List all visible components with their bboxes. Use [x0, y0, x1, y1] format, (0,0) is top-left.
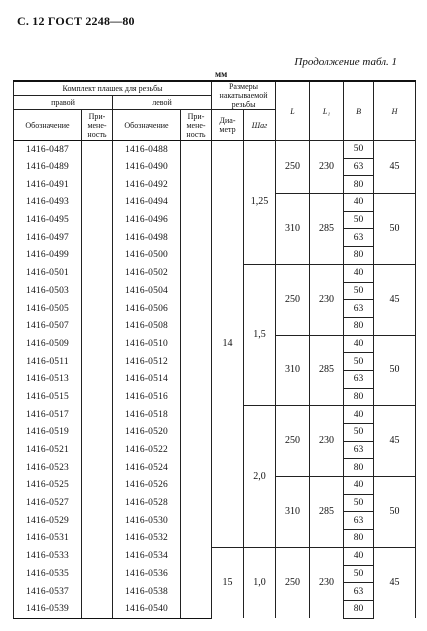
right-applicability-cell — [82, 194, 113, 212]
B-cell: 50 — [344, 211, 374, 229]
H-cell: 45 — [374, 406, 416, 477]
left-applicability-cell — [181, 530, 212, 548]
L1-cell: 285 — [310, 477, 344, 548]
right-designation-cell: 1416-0507 — [14, 317, 82, 335]
H-cell: 45 — [374, 547, 416, 618]
right-applicability-cell — [82, 600, 113, 618]
right-designation-cell: 1416-0537 — [14, 583, 82, 601]
L-header: L — [276, 81, 310, 141]
pitch-cell: 1,0 — [244, 547, 276, 618]
right-designation-cell: 1416-0495 — [14, 211, 82, 229]
right-applicability-cell — [82, 317, 113, 335]
table-continuation-label: Продолжение табл. 1 — [294, 56, 397, 68]
left-designation-cell: 1416-0506 — [113, 300, 181, 318]
left-designation-cell: 1416-0490 — [113, 158, 181, 176]
B-cell: 80 — [344, 317, 374, 335]
H-cell: 45 — [374, 264, 416, 335]
right-designation-cell: 1416-0499 — [14, 247, 82, 265]
right-applicability-cell — [82, 176, 113, 194]
right-applicability-cell — [82, 441, 113, 459]
left-designation-cell: 1416-0500 — [113, 247, 181, 265]
L-cell: 310 — [276, 477, 310, 548]
L-cell: 250 — [276, 264, 310, 335]
left-designation-cell: 1416-0488 — [113, 141, 181, 159]
left-designation-cell: 1416-0512 — [113, 353, 181, 371]
pitch-cell: 2,0 — [244, 406, 276, 548]
left-designation-cell: 1416-0536 — [113, 565, 181, 583]
table-row — [14, 547, 416, 565]
left-applicability-cell — [181, 547, 212, 565]
left-applicability-cell — [181, 247, 212, 265]
L1-cell: 285 — [310, 335, 344, 406]
right-designation-cell: 1416-0521 — [14, 441, 82, 459]
right-designation-cell: 1416-0497 — [14, 229, 82, 247]
B-cell: 50 — [344, 565, 374, 583]
B-cell: 40 — [344, 477, 374, 495]
left-applicability-cell — [181, 335, 212, 353]
left-designation-cell: 1416-0526 — [113, 477, 181, 495]
right-designation-cell: 1416-0509 — [14, 335, 82, 353]
left-designation-cell: 1416-0528 — [113, 494, 181, 512]
H-header: H — [374, 81, 416, 141]
applicability-header-left: При-мене-ность — [181, 110, 212, 141]
right-designation-cell: 1416-0519 — [14, 424, 82, 442]
L-cell: 250 — [276, 547, 310, 618]
right-designation-cell: 1416-0505 — [14, 300, 82, 318]
B-cell: 63 — [344, 512, 374, 530]
left-applicability-cell — [181, 317, 212, 335]
left-designation-cell: 1416-0502 — [113, 264, 181, 282]
L1-cell: 230 — [310, 547, 344, 618]
left-designation-cell: 1416-0504 — [113, 282, 181, 300]
right-applicability-cell — [82, 247, 113, 265]
left-designation-cell: 1416-0532 — [113, 530, 181, 548]
B-cell: 80 — [344, 247, 374, 265]
left-designation-cell: 1416-0496 — [113, 211, 181, 229]
left-designation-cell: 1416-0534 — [113, 547, 181, 565]
right-designation-cell: 1416-0531 — [14, 530, 82, 548]
H-cell: 45 — [374, 141, 416, 194]
left-designation-cell: 1416-0508 — [113, 317, 181, 335]
right-applicability-cell — [82, 264, 113, 282]
B-cell: 40 — [344, 406, 374, 424]
page-header: С. 12 ГОСТ 2248—80 — [17, 14, 135, 28]
left-designation-cell: 1416-0514 — [113, 370, 181, 388]
right-applicability-cell — [82, 547, 113, 565]
L-cell: 250 — [276, 141, 310, 194]
B-cell: 40 — [344, 194, 374, 212]
left-applicability-cell — [181, 388, 212, 406]
B-header: B — [344, 81, 374, 141]
L-cell: 310 — [276, 335, 310, 406]
right-applicability-cell — [82, 494, 113, 512]
B-cell: 40 — [344, 335, 374, 353]
left-applicability-cell — [181, 141, 212, 159]
right-applicability-cell — [82, 583, 113, 601]
left-applicability-cell — [181, 424, 212, 442]
diameter-cell: 14 — [212, 141, 244, 548]
left-applicability-cell — [181, 406, 212, 424]
right-applicability-cell — [82, 353, 113, 371]
left-applicability-cell — [181, 264, 212, 282]
right-thread-header: правой — [14, 96, 113, 110]
right-applicability-cell — [82, 424, 113, 442]
B-cell: 63 — [344, 300, 374, 318]
left-applicability-cell — [181, 194, 212, 212]
left-designation-cell: 1416-0538 — [113, 583, 181, 601]
right-applicability-cell — [82, 477, 113, 495]
B-cell: 40 — [344, 547, 374, 565]
left-applicability-cell — [181, 158, 212, 176]
designation-header-right: Обозначение — [14, 110, 82, 141]
right-applicability-cell — [82, 370, 113, 388]
right-designation-cell: 1416-0503 — [14, 282, 82, 300]
B-cell: 63 — [344, 441, 374, 459]
pitch-cell: 1,25 — [244, 141, 276, 265]
left-designation-cell: 1416-0524 — [113, 459, 181, 477]
diameter-header: Диа-метр — [212, 110, 244, 141]
right-designation-cell: 1416-0489 — [14, 158, 82, 176]
right-applicability-cell — [82, 530, 113, 548]
die-sets-table — [13, 80, 416, 619]
left-thread-header: левой — [113, 96, 212, 110]
B-cell: 63 — [344, 583, 374, 601]
right-designation-cell: 1416-0523 — [14, 459, 82, 477]
left-designation-cell: 1416-0520 — [113, 424, 181, 442]
left-applicability-cell — [181, 494, 212, 512]
table-row — [14, 141, 416, 159]
B-cell: 40 — [344, 264, 374, 282]
L1-header: L₁ — [310, 81, 344, 141]
left-designation-cell: 1416-0540 — [113, 600, 181, 618]
L-cell: 310 — [276, 194, 310, 265]
B-cell: 80 — [344, 600, 374, 618]
kit-header: Комплект плашек для резьбы — [14, 81, 212, 96]
right-applicability-cell — [82, 141, 113, 159]
left-applicability-cell — [181, 459, 212, 477]
L1-cell: 285 — [310, 194, 344, 265]
left-applicability-cell — [181, 583, 212, 601]
left-applicability-cell — [181, 229, 212, 247]
right-applicability-cell — [82, 335, 113, 353]
right-applicability-cell — [82, 512, 113, 530]
left-applicability-cell — [181, 282, 212, 300]
B-cell: 50 — [344, 494, 374, 512]
left-applicability-cell — [181, 370, 212, 388]
left-applicability-cell — [181, 565, 212, 583]
L1-cell: 230 — [310, 141, 344, 194]
thread-sizes-header: Размеры накатываемой резьбы — [212, 81, 276, 110]
L-cell: 250 — [276, 406, 310, 477]
designation-header-left: Обозначение — [113, 110, 181, 141]
B-cell: 80 — [344, 459, 374, 477]
right-designation-cell: 1416-0513 — [14, 370, 82, 388]
right-designation-cell: 1416-0533 — [14, 547, 82, 565]
right-designation-cell: 1416-0517 — [14, 406, 82, 424]
left-applicability-cell — [181, 211, 212, 229]
right-applicability-cell — [82, 300, 113, 318]
left-applicability-cell — [181, 353, 212, 371]
left-applicability-cell — [181, 477, 212, 495]
B-cell: 50 — [344, 353, 374, 371]
applicability-header-right: При-мене-ность — [82, 110, 113, 141]
left-designation-cell: 1416-0530 — [113, 512, 181, 530]
left-designation-cell: 1416-0516 — [113, 388, 181, 406]
right-applicability-cell — [82, 459, 113, 477]
left-designation-cell: 1416-0498 — [113, 229, 181, 247]
right-applicability-cell — [82, 158, 113, 176]
pitch-cell: 1,5 — [244, 264, 276, 406]
B-cell: 63 — [344, 229, 374, 247]
right-designation-cell: 1416-0535 — [14, 565, 82, 583]
right-designation-cell: 1416-0491 — [14, 176, 82, 194]
left-designation-cell: 1416-0494 — [113, 194, 181, 212]
L1-cell: 230 — [310, 406, 344, 477]
L1-cell: 230 — [310, 264, 344, 335]
H-cell: 50 — [374, 335, 416, 406]
right-designation-cell: 1416-0539 — [14, 600, 82, 618]
right-applicability-cell — [82, 229, 113, 247]
B-cell: 63 — [344, 158, 374, 176]
right-applicability-cell — [82, 388, 113, 406]
B-cell: 50 — [344, 141, 374, 159]
left-applicability-cell — [181, 600, 212, 618]
diameter-cell: 15 — [212, 547, 244, 618]
right-designation-cell: 1416-0501 — [14, 264, 82, 282]
left-applicability-cell — [181, 512, 212, 530]
H-cell: 50 — [374, 477, 416, 548]
right-designation-cell: 1416-0487 — [14, 141, 82, 159]
left-applicability-cell — [181, 441, 212, 459]
B-cell: 50 — [344, 424, 374, 442]
right-designation-cell: 1416-0511 — [14, 353, 82, 371]
B-cell: 63 — [344, 370, 374, 388]
B-cell: 80 — [344, 530, 374, 548]
units-label: мм — [215, 69, 228, 79]
right-applicability-cell — [82, 406, 113, 424]
B-cell: 50 — [344, 282, 374, 300]
left-designation-cell: 1416-0492 — [113, 176, 181, 194]
B-cell: 80 — [344, 176, 374, 194]
right-designation-cell: 1416-0515 — [14, 388, 82, 406]
right-applicability-cell — [82, 211, 113, 229]
right-designation-cell: 1416-0527 — [14, 494, 82, 512]
pitch-header: Шаг — [244, 110, 276, 141]
right-applicability-cell — [82, 565, 113, 583]
left-applicability-cell — [181, 300, 212, 318]
right-applicability-cell — [82, 282, 113, 300]
left-designation-cell: 1416-0518 — [113, 406, 181, 424]
H-cell: 50 — [374, 194, 416, 265]
right-designation-cell: 1416-0493 — [14, 194, 82, 212]
right-designation-cell: 1416-0525 — [14, 477, 82, 495]
right-designation-cell: 1416-0529 — [14, 512, 82, 530]
left-applicability-cell — [181, 176, 212, 194]
left-designation-cell: 1416-0510 — [113, 335, 181, 353]
left-designation-cell: 1416-0522 — [113, 441, 181, 459]
B-cell: 80 — [344, 388, 374, 406]
